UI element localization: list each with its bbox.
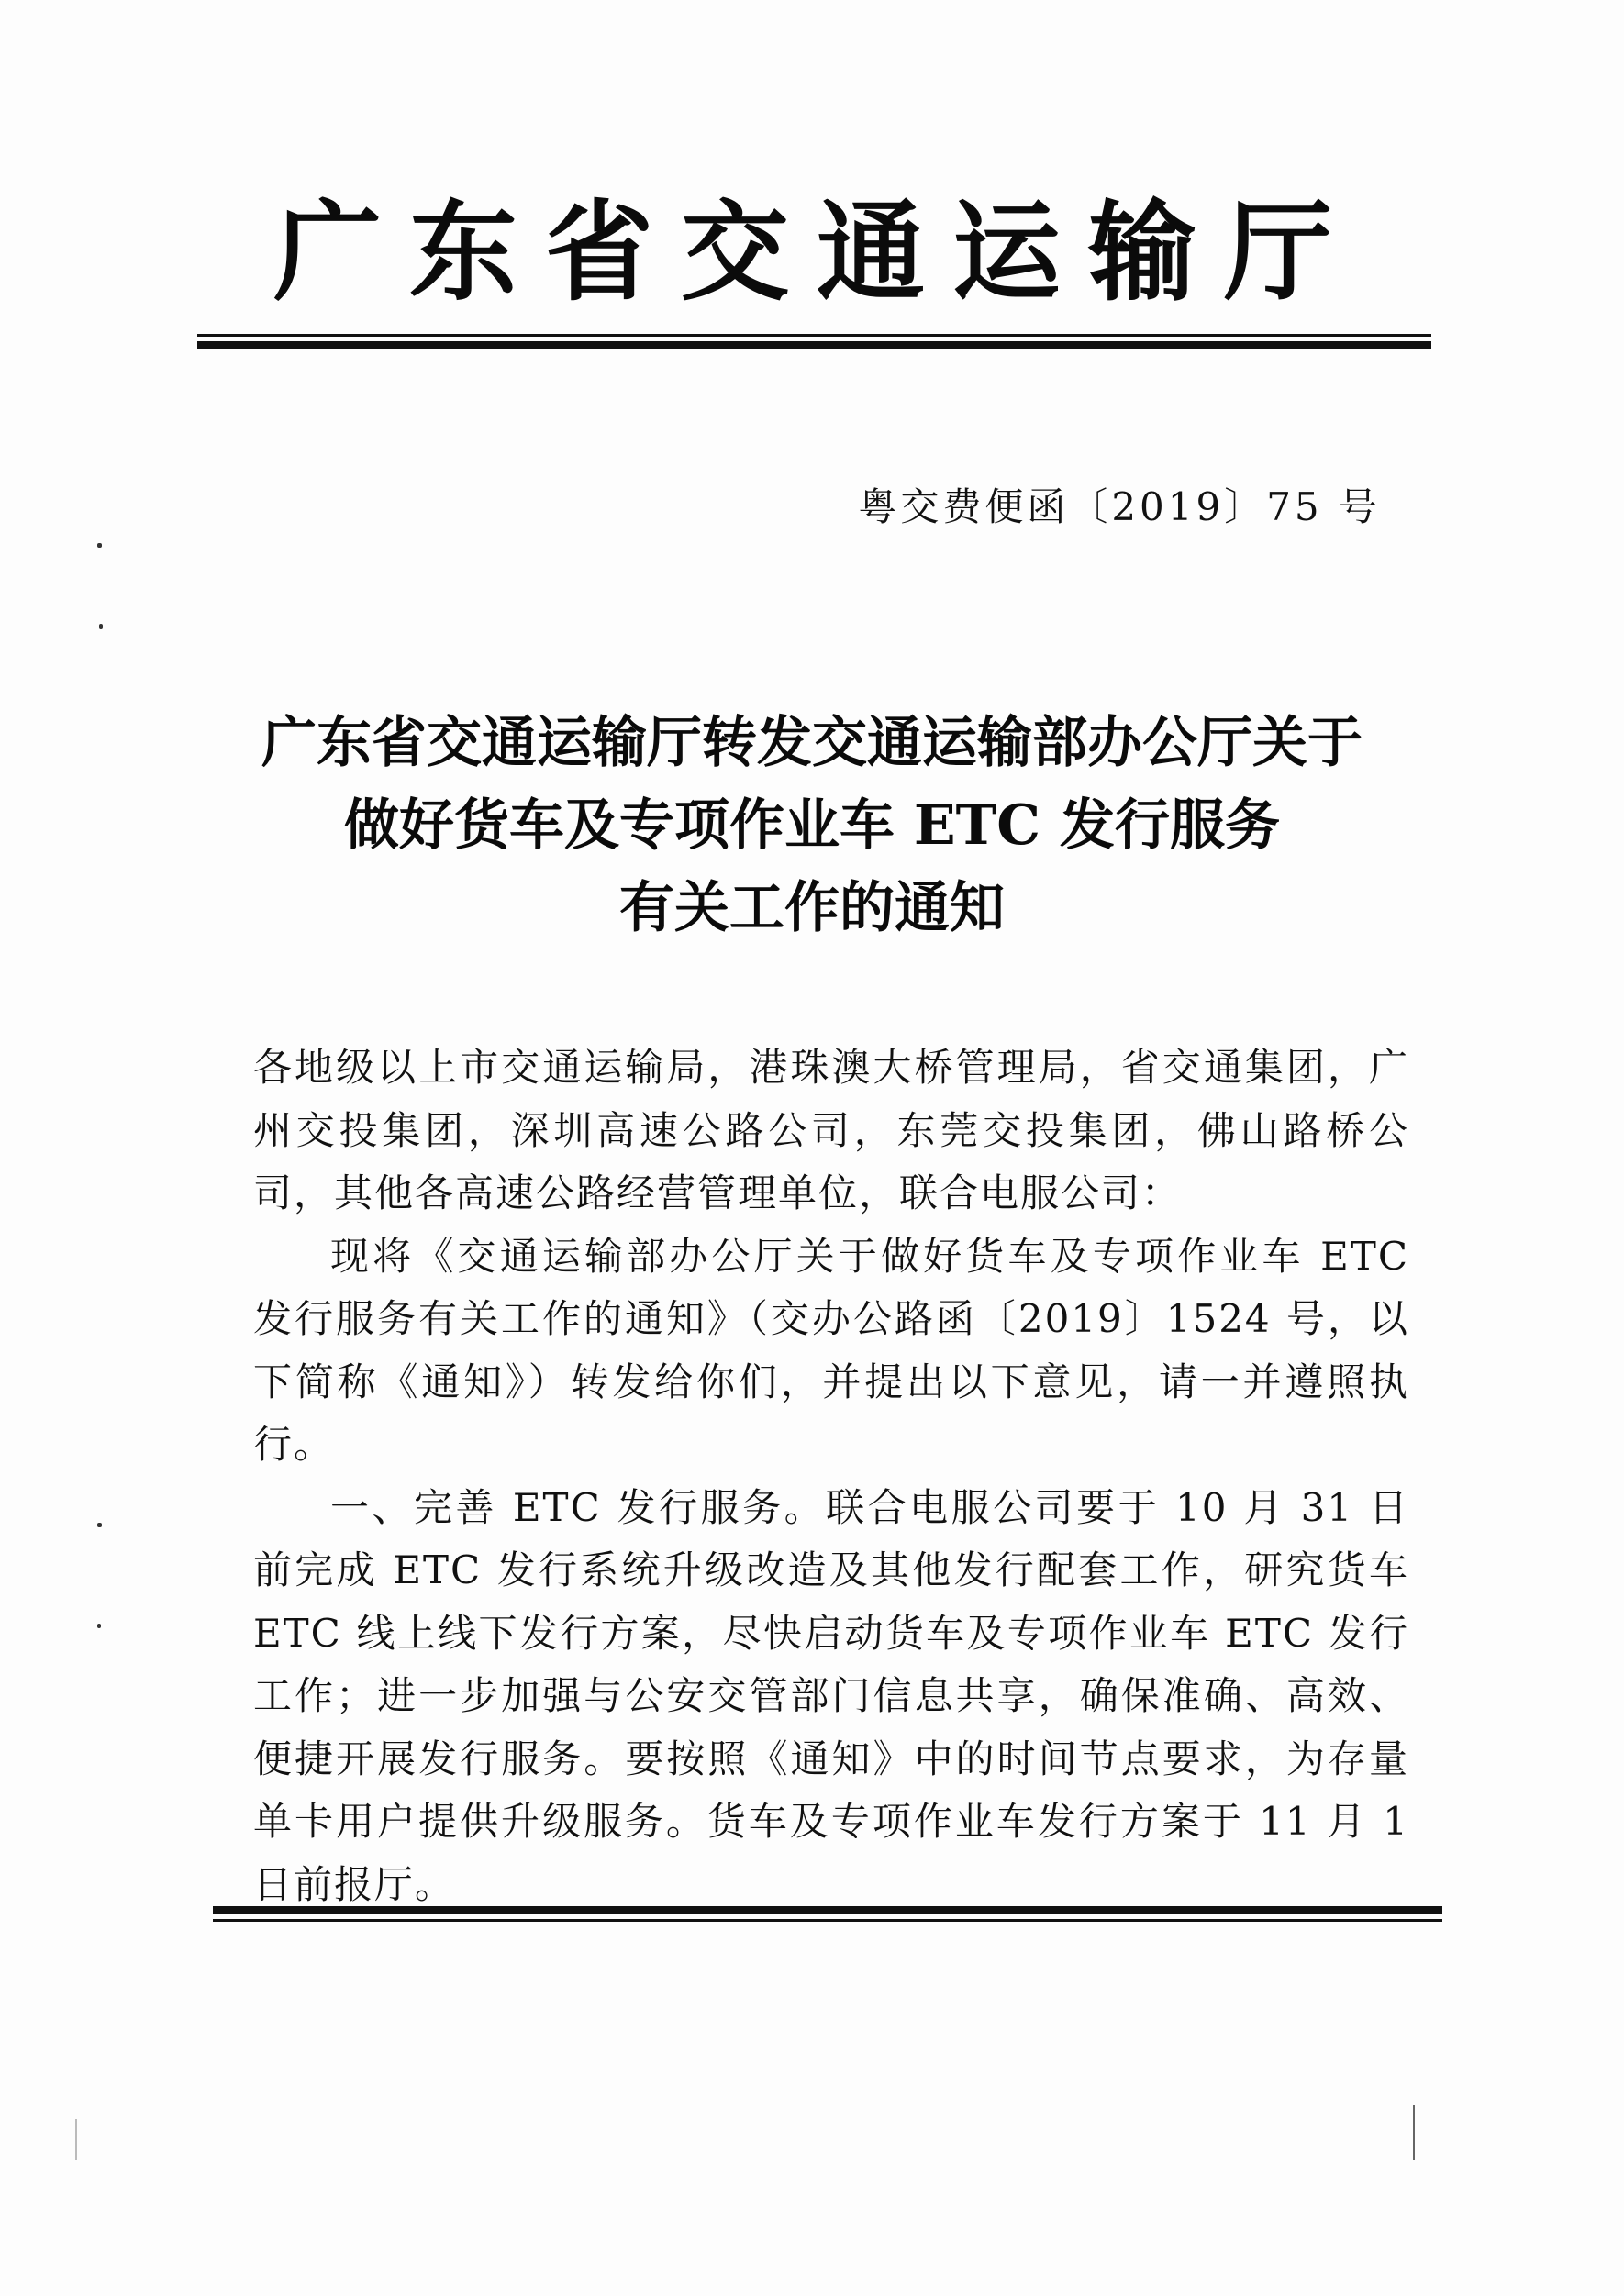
body-paragraph: 一、完善 ETC 发行服务。联合电服公司要于 10 月 31 日前完成 ETC 发行系统升级改造及其他发行配套工作，研究货车 ETC 线上线下发行方案，尽快启动货车及专项作业车 ETC 发行工作；进一步加强与公安交管部门信息共享，确保准确、高效、便捷开展发行服务。要按照《通知》中的时间节点要求，为存量单卡用户提供升级服务。货车及专项作业车发行方案于 11 月 1 日前报厅。 (253, 1484, 1409, 1907)
rule-thin-line (213, 1919, 1442, 1922)
rule-thick-line (197, 341, 1431, 349)
scan-speck (97, 543, 102, 548)
rule-thin-line (197, 334, 1431, 337)
document-number: 粤交费便函〔2019〕75 号 (858, 484, 1381, 529)
rule-thick-line (213, 1906, 1442, 1914)
scan-speck (97, 1523, 102, 1527)
agency-masthead: 广东省交通运输厅 (273, 188, 1360, 316)
addressees: 各地级以上市交通运输局，港珠澳大桥管理局，省交通集团，广州交投集团，深圳高速公路公司，东莞交投集团，佛山路桥公司，其他各高速公路经营管理单位，联合电服公司： (253, 1045, 1409, 1215)
title-line: 做好货车及专项作业车 ETC 发行服务 (344, 793, 1280, 858)
title-line: 有关工作的通知 (619, 876, 1005, 940)
title-line: 广东省交通运输厅转发交通运输部办公厅关于 (261, 711, 1363, 775)
footer-rule (213, 1906, 1442, 1928)
document-body (253, 1037, 1409, 1916)
scan-margin-mark (1413, 2105, 1415, 2160)
scan-speck (97, 1624, 101, 1628)
body-paragraph: 现将《交通运输部办公厅关于做好货车及专项作业车 ETC 发行服务有关工作的通知》（交办公路函〔2019〕1524 号，以下简称《通知》）转发给你们，并提出以下意见，请一并遵照执行。 (253, 1233, 1409, 1467)
document-title (184, 702, 1440, 949)
masthead-rule (197, 334, 1431, 352)
scan-speck (99, 624, 103, 629)
scan-margin-mark (75, 2119, 77, 2160)
